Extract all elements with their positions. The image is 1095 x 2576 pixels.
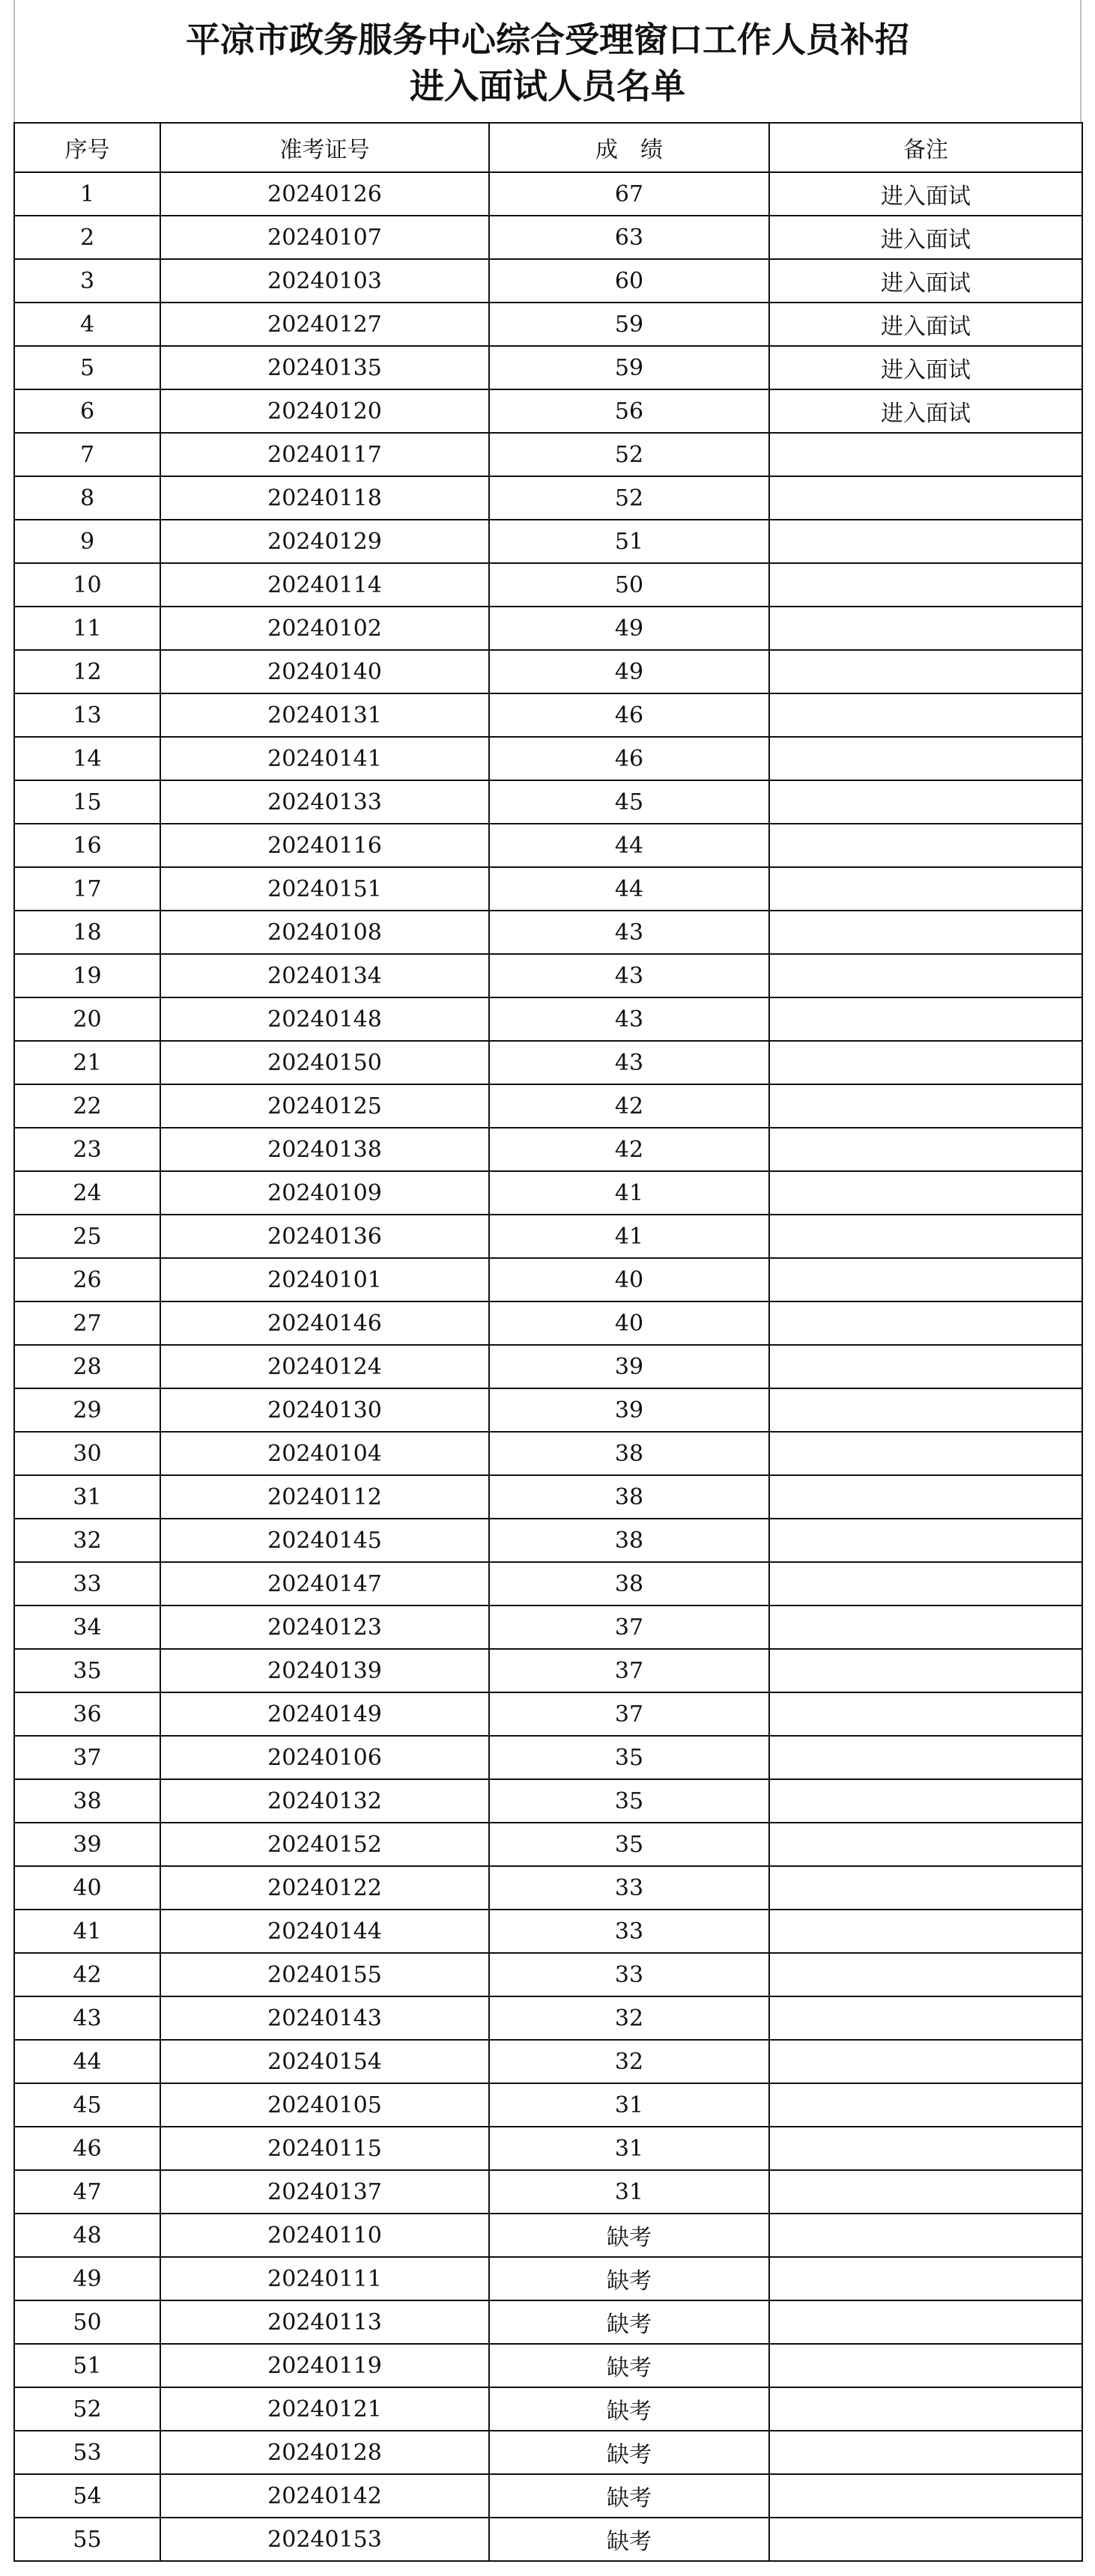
cell-serial-number: 54 bbox=[14, 2474, 160, 2518]
cell-admission-ticket: 20240130 bbox=[160, 1388, 489, 1432]
cell-serial-number: 22 bbox=[14, 1084, 160, 1128]
cell-score: 43 bbox=[489, 1041, 769, 1084]
cell-remark bbox=[769, 1215, 1082, 1258]
cell-remark bbox=[769, 2300, 1082, 2344]
table-row bbox=[14, 824, 1082, 867]
cell-remark bbox=[769, 1996, 1082, 2040]
table-row bbox=[14, 172, 1082, 216]
cell-remark bbox=[769, 1345, 1082, 1388]
table-row bbox=[14, 1171, 1082, 1215]
cell-remark bbox=[769, 2083, 1082, 2127]
cell-score: 31 bbox=[489, 2083, 769, 2127]
table-row bbox=[14, 2257, 1082, 2300]
cell-remark bbox=[769, 563, 1082, 607]
cell-serial-number: 9 bbox=[14, 520, 160, 563]
cell-serial-number: 31 bbox=[14, 1475, 160, 1519]
cell-admission-ticket: 20240140 bbox=[160, 650, 489, 693]
cell-score: 41 bbox=[489, 1215, 769, 1258]
cell-remark bbox=[769, 1388, 1082, 1432]
cell-serial-number: 12 bbox=[14, 650, 160, 693]
table-row bbox=[14, 1736, 1082, 1779]
cell-remark bbox=[769, 607, 1082, 650]
cell-score: 缺考 bbox=[489, 2214, 769, 2257]
cell-score: 缺考 bbox=[489, 2257, 769, 2300]
cell-admission-ticket: 20240108 bbox=[160, 911, 489, 954]
cell-remark bbox=[769, 1432, 1082, 1475]
cell-admission-ticket: 20240145 bbox=[160, 1519, 489, 1562]
table-row bbox=[14, 1084, 1082, 1128]
cell-serial-number: 6 bbox=[14, 389, 160, 433]
cell-admission-ticket: 20240151 bbox=[160, 867, 489, 911]
cell-score: 59 bbox=[489, 303, 769, 346]
table-row bbox=[14, 2214, 1082, 2257]
cell-score: 缺考 bbox=[489, 2387, 769, 2431]
table-row bbox=[14, 1910, 1082, 1953]
cell-admission-ticket: 20240113 bbox=[160, 2300, 489, 2344]
cell-serial-number: 21 bbox=[14, 1041, 160, 1084]
cell-score: 42 bbox=[489, 1084, 769, 1128]
results-table bbox=[13, 122, 1083, 2562]
cell-admission-ticket: 20240123 bbox=[160, 1606, 489, 1649]
header-serial-number: 序号 bbox=[14, 123, 160, 172]
cell-score: 43 bbox=[489, 911, 769, 954]
table-row bbox=[14, 1215, 1082, 1258]
table-row bbox=[14, 476, 1082, 520]
table-row bbox=[14, 2127, 1082, 2170]
cell-admission-ticket: 20240112 bbox=[160, 1475, 489, 1519]
cell-serial-number: 52 bbox=[14, 2387, 160, 2431]
table-body bbox=[14, 172, 1082, 2561]
cell-remark bbox=[769, 954, 1082, 997]
cell-serial-number: 26 bbox=[14, 1258, 160, 1301]
cell-admission-ticket: 20240121 bbox=[160, 2387, 489, 2431]
cell-admission-ticket: 20240142 bbox=[160, 2474, 489, 2518]
header-remark: 备注 bbox=[769, 123, 1082, 172]
cell-admission-ticket: 20240128 bbox=[160, 2431, 489, 2474]
cell-remark bbox=[769, 2474, 1082, 2518]
cell-remark: 进入面试 bbox=[769, 259, 1082, 303]
cell-score: 38 bbox=[489, 1562, 769, 1606]
cell-score: 37 bbox=[489, 1692, 769, 1736]
cell-score: 38 bbox=[489, 1475, 769, 1519]
cell-score: 33 bbox=[489, 1953, 769, 1996]
cell-admission-ticket: 20240104 bbox=[160, 1432, 489, 1475]
cell-score: 缺考 bbox=[489, 2431, 769, 2474]
cell-serial-number: 32 bbox=[14, 1519, 160, 1562]
cell-score: 33 bbox=[489, 1866, 769, 1910]
cell-admission-ticket: 20240131 bbox=[160, 693, 489, 737]
cell-serial-number: 3 bbox=[14, 259, 160, 303]
table-row bbox=[14, 1649, 1082, 1692]
cell-serial-number: 41 bbox=[14, 1910, 160, 1953]
cell-admission-ticket: 20240146 bbox=[160, 1301, 489, 1345]
cell-score: 32 bbox=[489, 1996, 769, 2040]
cell-score: 39 bbox=[489, 1345, 769, 1388]
cell-score: 31 bbox=[489, 2127, 769, 2170]
cell-remark bbox=[769, 1301, 1082, 1345]
table-row bbox=[14, 650, 1082, 693]
cell-remark bbox=[769, 1953, 1082, 1996]
cell-serial-number: 42 bbox=[14, 1953, 160, 1996]
cell-serial-number: 18 bbox=[14, 911, 160, 954]
cell-score: 缺考 bbox=[489, 2300, 769, 2344]
cell-serial-number: 36 bbox=[14, 1692, 160, 1736]
cell-serial-number: 7 bbox=[14, 433, 160, 476]
cell-remark bbox=[769, 476, 1082, 520]
cell-admission-ticket: 20240155 bbox=[160, 1953, 489, 1996]
cell-remark bbox=[769, 1866, 1082, 1910]
cell-admission-ticket: 20240114 bbox=[160, 563, 489, 607]
cell-serial-number: 13 bbox=[14, 693, 160, 737]
cell-admission-ticket: 20240117 bbox=[160, 433, 489, 476]
cell-serial-number: 28 bbox=[14, 1345, 160, 1388]
cell-serial-number: 16 bbox=[14, 824, 160, 867]
cell-admission-ticket: 20240120 bbox=[160, 389, 489, 433]
cell-serial-number: 49 bbox=[14, 2257, 160, 2300]
table-row bbox=[14, 433, 1082, 476]
cell-serial-number: 48 bbox=[14, 2214, 160, 2257]
cell-score: 41 bbox=[489, 1171, 769, 1215]
table-row bbox=[14, 1519, 1082, 1562]
cell-score: 缺考 bbox=[489, 2344, 769, 2387]
cell-score: 40 bbox=[489, 1301, 769, 1345]
cell-serial-number: 15 bbox=[14, 780, 160, 824]
cell-admission-ticket: 20240137 bbox=[160, 2170, 489, 2214]
cell-score: 45 bbox=[489, 780, 769, 824]
cell-admission-ticket: 20240122 bbox=[160, 1866, 489, 1910]
cell-serial-number: 4 bbox=[14, 303, 160, 346]
cell-admission-ticket: 20240127 bbox=[160, 303, 489, 346]
table-row bbox=[14, 1562, 1082, 1606]
table-row bbox=[14, 1692, 1082, 1736]
cell-remark bbox=[769, 1258, 1082, 1301]
table-row bbox=[14, 2083, 1082, 2127]
cell-score: 43 bbox=[489, 997, 769, 1041]
cell-remark bbox=[769, 1562, 1082, 1606]
table-row bbox=[14, 1953, 1082, 1996]
cell-remark: 进入面试 bbox=[769, 303, 1082, 346]
table-row bbox=[14, 954, 1082, 997]
table-row bbox=[14, 997, 1082, 1041]
cell-score: 37 bbox=[489, 1649, 769, 1692]
table-row bbox=[14, 389, 1082, 433]
cell-admission-ticket: 20240152 bbox=[160, 1823, 489, 1866]
table-row bbox=[14, 1041, 1082, 1084]
cell-remark bbox=[769, 1041, 1082, 1084]
cell-serial-number: 39 bbox=[14, 1823, 160, 1866]
table-row bbox=[14, 216, 1082, 259]
cell-admission-ticket: 20240153 bbox=[160, 2518, 489, 2561]
cell-score: 50 bbox=[489, 563, 769, 607]
cell-serial-number: 40 bbox=[14, 1866, 160, 1910]
cell-serial-number: 34 bbox=[14, 1606, 160, 1649]
title-line-1: 平凉市政务服务中心综合受理窗口工作人员补招 bbox=[186, 19, 909, 60]
cell-remark bbox=[769, 780, 1082, 824]
cell-score: 35 bbox=[489, 1736, 769, 1779]
cell-remark bbox=[769, 1475, 1082, 1519]
cell-serial-number: 45 bbox=[14, 2083, 160, 2127]
cell-serial-number: 10 bbox=[14, 563, 160, 607]
cell-serial-number: 44 bbox=[14, 2040, 160, 2083]
cell-score: 35 bbox=[489, 1779, 769, 1823]
table-row bbox=[14, 2040, 1082, 2083]
cell-admission-ticket: 20240136 bbox=[160, 1215, 489, 1258]
cell-admission-ticket: 20240133 bbox=[160, 780, 489, 824]
cell-remark bbox=[769, 1171, 1082, 1215]
cell-admission-ticket: 20240111 bbox=[160, 2257, 489, 2300]
table-row bbox=[14, 1388, 1082, 1432]
table-row bbox=[14, 2387, 1082, 2431]
cell-admission-ticket: 20240148 bbox=[160, 997, 489, 1041]
cell-remark: 进入面试 bbox=[769, 346, 1082, 389]
cell-admission-ticket: 20240150 bbox=[160, 1041, 489, 1084]
table-row bbox=[14, 607, 1082, 650]
cell-serial-number: 14 bbox=[14, 737, 160, 780]
cell-admission-ticket: 20240107 bbox=[160, 216, 489, 259]
cell-score: 33 bbox=[489, 1910, 769, 1953]
table-row bbox=[14, 1779, 1082, 1823]
cell-admission-ticket: 20240147 bbox=[160, 1562, 489, 1606]
cell-admission-ticket: 20240106 bbox=[160, 1736, 489, 1779]
cell-serial-number: 2 bbox=[14, 216, 160, 259]
cell-score: 缺考 bbox=[489, 2474, 769, 2518]
cell-admission-ticket: 20240138 bbox=[160, 1128, 489, 1171]
table-row bbox=[14, 2431, 1082, 2474]
cell-serial-number: 35 bbox=[14, 1649, 160, 1692]
cell-score: 缺考 bbox=[489, 2518, 769, 2561]
cell-admission-ticket: 20240124 bbox=[160, 1345, 489, 1388]
cell-serial-number: 50 bbox=[14, 2300, 160, 2344]
cell-score: 42 bbox=[489, 1128, 769, 1171]
table-row bbox=[14, 520, 1082, 563]
cell-serial-number: 17 bbox=[14, 867, 160, 911]
cell-remark bbox=[769, 433, 1082, 476]
cell-remark bbox=[769, 1823, 1082, 1866]
table-row bbox=[14, 1258, 1082, 1301]
cell-remark bbox=[769, 520, 1082, 563]
cell-serial-number: 37 bbox=[14, 1736, 160, 1779]
cell-admission-ticket: 20240118 bbox=[160, 476, 489, 520]
cell-admission-ticket: 20240109 bbox=[160, 1171, 489, 1215]
cell-serial-number: 8 bbox=[14, 476, 160, 520]
table-row bbox=[14, 1996, 1082, 2040]
table-row bbox=[14, 1432, 1082, 1475]
cell-remark bbox=[769, 1779, 1082, 1823]
cell-serial-number: 33 bbox=[14, 1562, 160, 1606]
table-row bbox=[14, 1606, 1082, 1649]
cell-remark bbox=[769, 2257, 1082, 2300]
cell-admission-ticket: 20240101 bbox=[160, 1258, 489, 1301]
cell-score: 59 bbox=[489, 346, 769, 389]
cell-admission-ticket: 20240119 bbox=[160, 2344, 489, 2387]
cell-admission-ticket: 20240144 bbox=[160, 1910, 489, 1953]
cell-remark bbox=[769, 2518, 1082, 2561]
cell-admission-ticket: 20240154 bbox=[160, 2040, 489, 2083]
cell-remark bbox=[769, 2040, 1082, 2083]
cell-score: 52 bbox=[489, 433, 769, 476]
cell-score: 39 bbox=[489, 1388, 769, 1432]
cell-serial-number: 11 bbox=[14, 607, 160, 650]
cell-score: 49 bbox=[489, 607, 769, 650]
cell-admission-ticket: 20240129 bbox=[160, 520, 489, 563]
cell-score: 38 bbox=[489, 1432, 769, 1475]
cell-remark bbox=[769, 2387, 1082, 2431]
cell-serial-number: 20 bbox=[14, 997, 160, 1041]
cell-score: 63 bbox=[489, 216, 769, 259]
cell-remark: 进入面试 bbox=[769, 216, 1082, 259]
table-row bbox=[14, 911, 1082, 954]
document-title bbox=[13, 0, 1082, 122]
cell-admission-ticket: 20240126 bbox=[160, 172, 489, 216]
cell-admission-ticket: 20240134 bbox=[160, 954, 489, 997]
cell-serial-number: 51 bbox=[14, 2344, 160, 2387]
table-row bbox=[14, 2518, 1082, 2561]
cell-serial-number: 1 bbox=[14, 172, 160, 216]
table-row bbox=[14, 737, 1082, 780]
table-row bbox=[14, 303, 1082, 346]
cell-admission-ticket: 20240135 bbox=[160, 346, 489, 389]
table-row bbox=[14, 346, 1082, 389]
title-line-2: 进入面试人员名单 bbox=[410, 66, 685, 106]
cell-serial-number: 27 bbox=[14, 1301, 160, 1345]
cell-remark bbox=[769, 997, 1082, 1041]
cell-remark bbox=[769, 1606, 1082, 1649]
table-row bbox=[14, 2344, 1082, 2387]
table-row bbox=[14, 1866, 1082, 1910]
cell-remark: 进入面试 bbox=[769, 389, 1082, 433]
cell-score: 46 bbox=[489, 693, 769, 737]
cell-admission-ticket: 20240115 bbox=[160, 2127, 489, 2170]
cell-remark: 进入面试 bbox=[769, 172, 1082, 216]
cell-score: 51 bbox=[489, 520, 769, 563]
cell-admission-ticket: 20240143 bbox=[160, 1996, 489, 2040]
cell-score: 60 bbox=[489, 259, 769, 303]
cell-remark bbox=[769, 1084, 1082, 1128]
cell-score: 56 bbox=[489, 389, 769, 433]
cell-score: 37 bbox=[489, 1606, 769, 1649]
cell-score: 32 bbox=[489, 2040, 769, 2083]
header-admission-ticket: 准考证号 bbox=[160, 123, 489, 172]
cell-admission-ticket: 20240103 bbox=[160, 259, 489, 303]
table-row bbox=[14, 1823, 1082, 1866]
table-row bbox=[14, 1128, 1082, 1171]
cell-admission-ticket: 20240141 bbox=[160, 737, 489, 780]
cell-score: 44 bbox=[489, 867, 769, 911]
cell-admission-ticket: 20240105 bbox=[160, 2083, 489, 2127]
cell-admission-ticket: 20240132 bbox=[160, 1779, 489, 1823]
cell-remark bbox=[769, 1649, 1082, 1692]
cell-serial-number: 43 bbox=[14, 1996, 160, 2040]
cell-serial-number: 5 bbox=[14, 346, 160, 389]
cell-score: 44 bbox=[489, 824, 769, 867]
cell-remark bbox=[769, 1128, 1082, 1171]
cell-remark bbox=[769, 2170, 1082, 2214]
cell-remark bbox=[769, 2214, 1082, 2257]
cell-admission-ticket: 20240116 bbox=[160, 824, 489, 867]
cell-score: 31 bbox=[489, 2170, 769, 2214]
cell-score: 46 bbox=[489, 737, 769, 780]
cell-serial-number: 25 bbox=[14, 1215, 160, 1258]
cell-serial-number: 38 bbox=[14, 1779, 160, 1823]
cell-admission-ticket: 20240102 bbox=[160, 607, 489, 650]
cell-serial-number: 23 bbox=[14, 1128, 160, 1171]
cell-remark bbox=[769, 867, 1082, 911]
cell-serial-number: 30 bbox=[14, 1432, 160, 1475]
cell-score: 43 bbox=[489, 954, 769, 997]
cell-serial-number: 24 bbox=[14, 1171, 160, 1215]
cell-serial-number: 46 bbox=[14, 2127, 160, 2170]
table-row bbox=[14, 867, 1082, 911]
cell-admission-ticket: 20240110 bbox=[160, 2214, 489, 2257]
cell-score: 38 bbox=[489, 1519, 769, 1562]
cell-serial-number: 53 bbox=[14, 2431, 160, 2474]
cell-remark bbox=[769, 2431, 1082, 2474]
cell-remark bbox=[769, 693, 1082, 737]
cell-remark bbox=[769, 650, 1082, 693]
cell-remark bbox=[769, 737, 1082, 780]
cell-score: 40 bbox=[489, 1258, 769, 1301]
cell-admission-ticket: 20240139 bbox=[160, 1649, 489, 1692]
table-header-row bbox=[14, 123, 1082, 172]
table-row bbox=[14, 1301, 1082, 1345]
table-row bbox=[14, 2474, 1082, 2518]
table-row bbox=[14, 2300, 1082, 2344]
cell-remark bbox=[769, 1910, 1082, 1953]
cell-remark bbox=[769, 911, 1082, 954]
cell-remark bbox=[769, 824, 1082, 867]
table-row bbox=[14, 1345, 1082, 1388]
cell-remark bbox=[769, 2127, 1082, 2170]
cell-serial-number: 29 bbox=[14, 1388, 160, 1432]
cell-remark bbox=[769, 1692, 1082, 1736]
cell-serial-number: 55 bbox=[14, 2518, 160, 2561]
cell-serial-number: 47 bbox=[14, 2170, 160, 2214]
table-row bbox=[14, 2170, 1082, 2214]
cell-remark bbox=[769, 1519, 1082, 1562]
cell-score: 67 bbox=[489, 172, 769, 216]
table-row bbox=[14, 563, 1082, 607]
cell-remark bbox=[769, 2344, 1082, 2387]
header-score: 成 绩 bbox=[489, 123, 769, 172]
table-row bbox=[14, 693, 1082, 737]
table-row bbox=[14, 780, 1082, 824]
table-row bbox=[14, 1475, 1082, 1519]
cell-serial-number: 19 bbox=[14, 954, 160, 997]
cell-remark bbox=[769, 1736, 1082, 1779]
cell-admission-ticket: 20240125 bbox=[160, 1084, 489, 1128]
cell-score: 49 bbox=[489, 650, 769, 693]
cell-admission-ticket: 20240149 bbox=[160, 1692, 489, 1736]
cell-score: 52 bbox=[489, 476, 769, 520]
table-row bbox=[14, 259, 1082, 303]
cell-score: 35 bbox=[489, 1823, 769, 1866]
